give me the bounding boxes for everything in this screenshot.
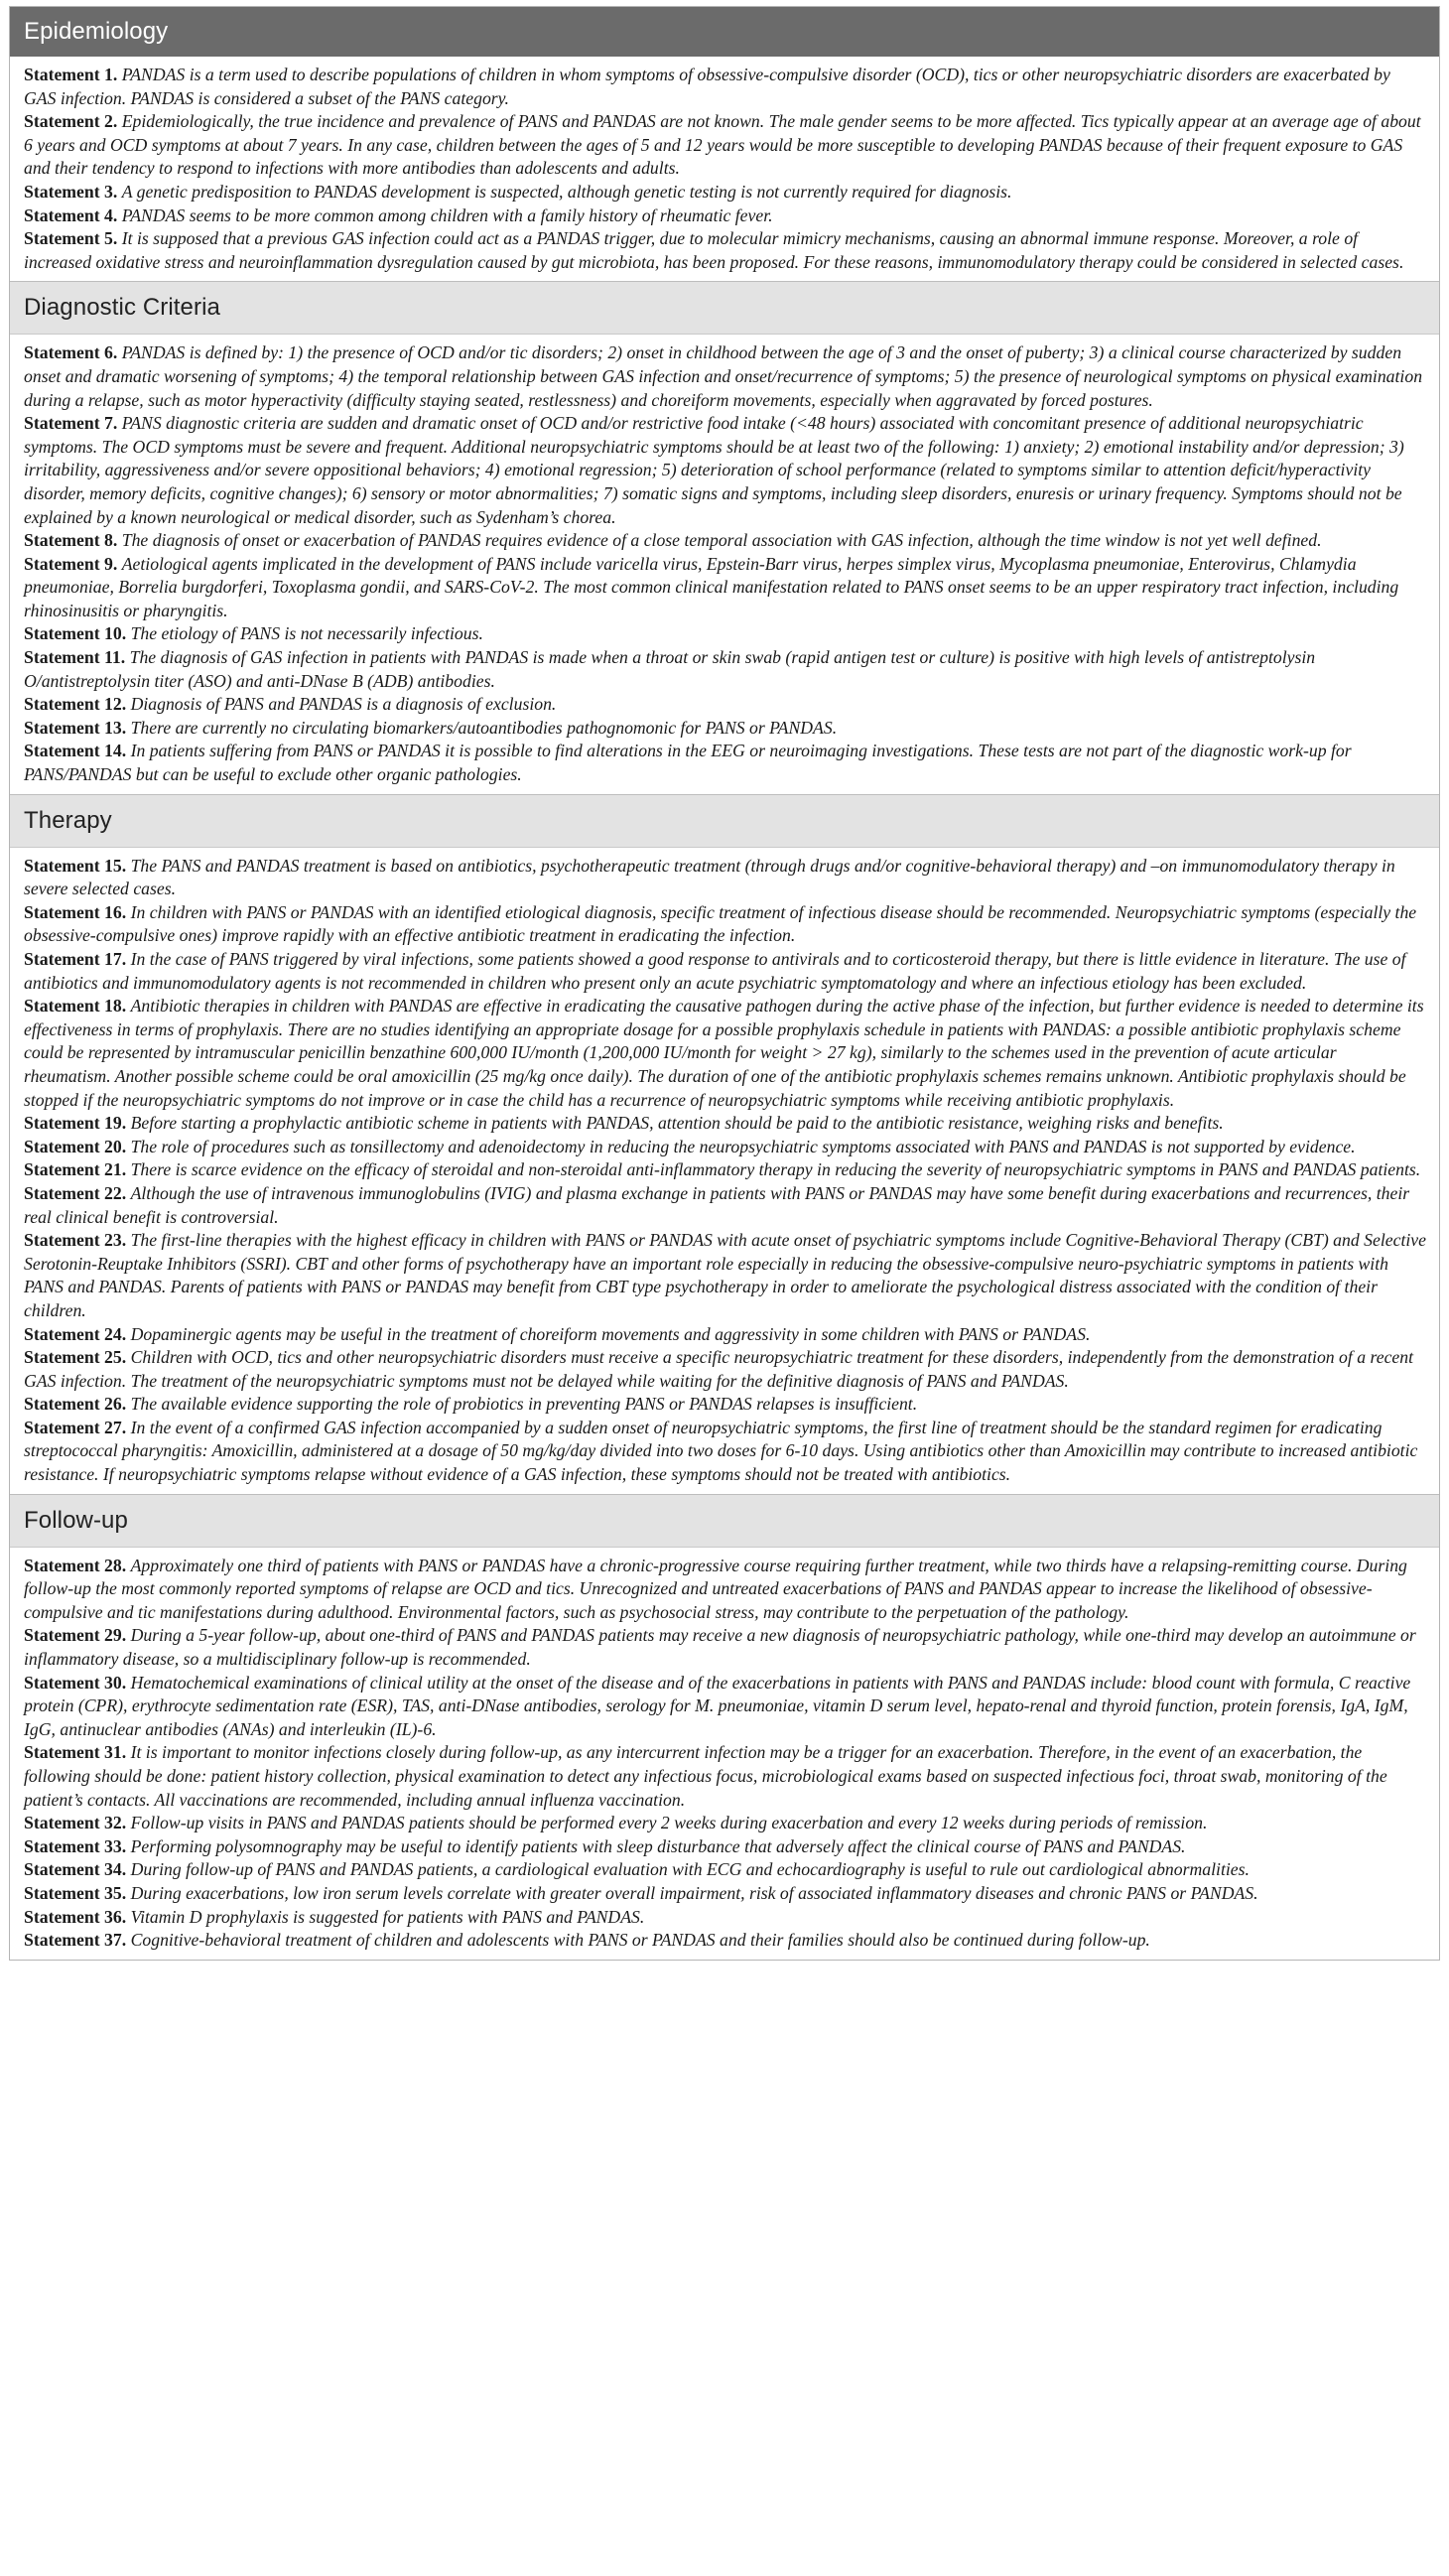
section-body bbox=[10, 57, 1439, 281]
statement-label: Statement 27. bbox=[24, 1417, 127, 1437]
statement bbox=[24, 1835, 1426, 1859]
statement-text: Hematochemical examinations of clinical utility at the onset of the disease and of the exacerbations in patients with PANS and PANDAS include: blood count with formula, C reactive protein (CPR), erythrocyte sedimentation rate (ESR), TAS, anti-DNase antibodies, serology for M. pneumoniae, vitamin D serum level, hepato-renal and thyroid function, protein forensis, IgA, IgM, IgG, antinuclear antibodies (ANAs) and interleukin (IL)-6. bbox=[24, 1672, 1411, 1739]
statement bbox=[24, 1346, 1426, 1393]
statement-text: In the case of PANS triggered by viral infections, some patients showed a good response to antivirals and to corticosteroid therapy, but there is little evidence in literature. The use of antibiotics and immunomodulatory agents is not recommended in children who present only an acute psychiatric symptomatology and where an infectious etiology has been excluded. bbox=[24, 949, 1406, 993]
statement bbox=[24, 1158, 1426, 1182]
statement-text: Vitamin D prophylaxis is suggested for patients with PANS and PANDAS. bbox=[130, 1906, 645, 1927]
statement bbox=[24, 1906, 1426, 1930]
statement bbox=[24, 1229, 1426, 1322]
statement-text: In children with PANS or PANDAS with an identified etiological diagnosis, specific treatment of infectious disease should be recommended. Neuropsychiatric symptoms (especially the obsessive-compulsive ones) improve rapidly with an effective antibiotic treatment in eradicating the infection. bbox=[24, 901, 1417, 946]
statement bbox=[24, 181, 1426, 204]
statement-label: Statement 22. bbox=[24, 1182, 127, 1203]
statement bbox=[24, 412, 1426, 529]
section-body bbox=[10, 848, 1439, 1494]
statement-label: Statement 8. bbox=[24, 530, 118, 551]
statement bbox=[24, 1624, 1426, 1671]
statement-text: Follow-up visits in PANS and PANDAS patients should be performed every 2 weeks during exacerbation and every 12 weeks during periods of remission. bbox=[130, 1813, 1208, 1833]
statement bbox=[24, 901, 1426, 948]
statement-text: It is supposed that a previous GAS infection could act as a PANDAS trigger, due to molecular mimicry mechanisms, causing an abnormal immune response. Moreover, a role of increased oxidative stress and neuroinflammation dysregulation caused by gut microbiota, has been proposed. For these reasons, immunomodulatory therapy could be considered in selected cases. bbox=[24, 228, 1404, 272]
statement bbox=[24, 1555, 1426, 1625]
statement-label: Statement 11. bbox=[24, 647, 126, 668]
statement-label: Statement 36. bbox=[24, 1906, 127, 1927]
statement-text: It is important to monitor infections closely during follow-up, as any intercurrent infection may be a trigger for an exacerbation. Therefore, in the event of an exacerbation, the following should be done: patient history collection, physical examination to detect any infectious focus, microbiological exams based on suspected infectious foci, throat swab, monitoring of the patient’s contacts. All vaccinations are recommended, including annual influenza vaccination. bbox=[24, 1742, 1387, 1810]
statement-text: There are currently no circulating biomarkers/autoantibodies pathognomonic for PANS or PANDAS. bbox=[130, 717, 838, 738]
statement-label: Statement 20. bbox=[24, 1136, 127, 1156]
statement-text: During follow-up of PANS and PANDAS patients, a cardiological evaluation with ECG and echocardiography is useful to rule out cardiological abnormalities. bbox=[130, 1859, 1250, 1880]
statement bbox=[24, 227, 1426, 274]
statement-label: Statement 13. bbox=[24, 717, 127, 738]
statement-label: Statement 35. bbox=[24, 1882, 127, 1903]
statement-label: Statement 23. bbox=[24, 1230, 127, 1251]
statement-text: The diagnosis of GAS infection in patients with PANDAS is made when a throat or skin swab (rapid antigen test or culture) is positive with high levels of antistreptolysin O/antistreptolysin titer (ASO) and anti-DNase B (ADB) antibodies. bbox=[24, 647, 1316, 691]
statement-text: Children with OCD, tics and other neuropsychiatric disorders must receive a specific neuropsychiatric treatment for these disorders, independently from the demonstration of a recent GAS infection. The treatment of the neuropsychiatric symptoms must not be delayed while waiting for the definitive diagnosis of PANS and PANDAS. bbox=[24, 1347, 1414, 1391]
statement-text: The diagnosis of onset or exacerbation of PANDAS requires evidence of a close temporal association with GAS infection, although the time window is not yet well defined. bbox=[121, 530, 1322, 551]
statement-label: Statement 34. bbox=[24, 1859, 127, 1880]
section-body bbox=[10, 335, 1439, 793]
statement-label: Statement 2. bbox=[24, 111, 118, 132]
statement-label: Statement 3. bbox=[24, 181, 118, 202]
statement-text: A genetic predisposition to PANDAS development is suspected, although genetic testing is not currently required for diagnosis. bbox=[121, 181, 1012, 202]
statement-text: Dopaminergic agents may be useful in the treatment of choreiform movements and aggressivity in some children with PANS or PANDAS. bbox=[130, 1323, 1091, 1344]
statement-text: In patients suffering from PANS or PANDAS it is possible to find alterations in the EEG or neuroimaging investigations. These tests are not part of the diagnostic work-up for PANS/PANDAS but can be useful to exclude other organic pathologies. bbox=[24, 741, 1352, 785]
statement bbox=[24, 64, 1426, 110]
statement-label: Statement 15. bbox=[24, 855, 127, 876]
statement bbox=[24, 693, 1426, 717]
statement-label: Statement 24. bbox=[24, 1323, 127, 1344]
statement-text: The etiology of PANS is not necessarily infectious. bbox=[130, 623, 483, 644]
statement-label: Statement 7. bbox=[24, 413, 118, 434]
statement-label: Statement 33. bbox=[24, 1835, 127, 1856]
statements-table bbox=[9, 6, 1440, 1961]
statement-label: Statement 29. bbox=[24, 1625, 127, 1646]
statement-text: Epidemiologically, the true incidence and prevalence of PANS and PANDAS are not known. The male gender seems to be more affected. Tics typically appear at an average age of about 6 years and OCD symptoms at about 7 years. In any case, children between the ages of 5 and 12 years would be more susceptible to developing PANDAS because of their frequent exposure to GAS and their tendency to respond to infections with more antibodies than adolescents and adults. bbox=[24, 111, 1421, 179]
statement bbox=[24, 948, 1426, 995]
statement-label: Statement 26. bbox=[24, 1394, 127, 1415]
statement-text: Antibiotic therapies in children with PANDAS are effective in eradicating the causative pathogen during the active phase of the infection, but further evidence is needed to determine its effectiveness in terms of prophylaxis. There are no studies identifying an appropriate dosage for a possible prophylaxis schedule in patients with PANDAS: a possible antibiotic prophylaxis scheme could be represented by intramuscular penicillin benzathine 600,000 IU/month (1,200,000 IU/month for weight > 27 kg), similarly to the schemes used in the prevention of acute articular rheumatism. Another possible scheme could be oral amoxicillin (25 mg/kg once daily). The duration of one of the antibiotic prophylaxis schemes remains unknown. Antibiotic prophylaxis should be stopped if the neuropsychiatric symptoms do not improve or in case the child has a recurrence of neuropsychiatric symptoms while receiving antibiotic prophylaxis. bbox=[24, 996, 1424, 1110]
section-heading: Follow-up bbox=[10, 1494, 1439, 1548]
statement-text: In the event of a confirmed GAS infection accompanied by a sudden onset of neuropsychiatric symptoms, the first line of treatment should be the standard regimen for eradicating streptococcal pharyngitis: Amoxicillin, administered at a dosage of 50 mg/kg/day divided into two doses for 6-10 days. Using antibiotics other than Amoxicillin may contribute to increased antibiotic resistance. If neuropsychiatric symptoms relapse without evidence of a GAS infection, these symptoms should not be treated with antibiotics. bbox=[24, 1417, 1418, 1485]
statement-label: Statement 16. bbox=[24, 901, 127, 922]
statement-text: The first-line therapies with the highest efficacy in children with PANS or PANDAS with acute onset of psychiatric symptoms include Cognitive-Behavioral Therapy (CBT) and Selective Serotonin-Reuptake Inhibitors (SSRI). CBT and other forms of psychotherapy have an important role especially in reducing the obsessive-compulsive neuro-psychiatric symptoms in patients with PANS and PANDAS. Parents of patients with PANS or PANDAS may benefit from CBT type psychotherapy in order to ameliorate the psychological distress associated with the condition of their children. bbox=[24, 1230, 1426, 1320]
statement-label: Statement 14. bbox=[24, 741, 127, 761]
statement-text: PANDAS is defined by: 1) the presence of OCD and/or tic disorders; 2) onset in childhood between the age of 3 and the onset of puberty; 3) a clinical course characterized by sudden onset and dramatic worsening of symptoms; 4) the temporal relationship between GAS infection and onset/recurrence of symptoms; 5) the presence of neurological symptoms on physical examination during a relapse, such as motor hyperactivity (difficulty staying seated, restlessness) and choreiform movements, especially when aggravated by forced postures. bbox=[24, 342, 1423, 410]
statement bbox=[24, 110, 1426, 181]
statement-label: Statement 4. bbox=[24, 204, 118, 225]
statement-label: Statement 1. bbox=[24, 65, 118, 84]
statement-text: Before starting a prophylactic antibiotic scheme in patients with PANDAS, attention should be paid to the antibiotic resistance, weighing risks and benefits. bbox=[130, 1113, 1224, 1134]
statement-label: Statement 37. bbox=[24, 1930, 127, 1951]
statement bbox=[24, 1882, 1426, 1906]
statement-label: Statement 32. bbox=[24, 1813, 127, 1833]
statement bbox=[24, 1929, 1426, 1953]
statement-text: The PANS and PANDAS treatment is based on antibiotics, psychotherapeutic treatment (through drugs and/or cognitive-behavioral therapy) and –on immunomodulatory therapy in severe selected cases. bbox=[24, 855, 1395, 899]
statement bbox=[24, 1672, 1426, 1742]
statement bbox=[24, 995, 1426, 1112]
statement bbox=[24, 1323, 1426, 1347]
statement-label: Statement 6. bbox=[24, 342, 118, 363]
statement-label: Statement 9. bbox=[24, 553, 118, 574]
statement bbox=[24, 622, 1426, 646]
statement-text: There is scarce evidence on the efficacy of steroidal and non-steroidal anti-inflammatory therapy in reducing the severity of neuropsychiatric symptoms in PANS and PANDAS patients. bbox=[130, 1159, 1421, 1180]
statement-label: Statement 21. bbox=[24, 1159, 127, 1180]
statement bbox=[24, 553, 1426, 623]
statement bbox=[24, 1182, 1426, 1229]
section-heading: Therapy bbox=[10, 794, 1439, 848]
statement-label: Statement 18. bbox=[24, 996, 127, 1017]
statement bbox=[24, 646, 1426, 693]
statement-text: During a 5-year follow-up, about one-third of PANS and PANDAS patients may receive a new diagnosis of neuropsychiatric pathology, while one-third may develop an autoimmune or inflammatory disease, so a multidisciplinary follow-up is recommended. bbox=[24, 1625, 1416, 1670]
statement-text: Approximately one third of patients with PANS or PANDAS have a chronic-progressive course requiring further treatment, while two thirds have a relapsing-remitting course. During follow-up the most commonly reported symptoms of relapse are OCD and tics. Unrecognized and untreated exacerbations of PANS and PANDAS appear to increase the likelihood of obsessive-compulsive and tic manifestations during adulthood. Environmental factors, such as psychosocial stress, may contribute to the perpetuation of the pathology. bbox=[24, 1555, 1407, 1622]
statement-label: Statement 30. bbox=[24, 1672, 127, 1693]
statement-label: Statement 28. bbox=[24, 1555, 127, 1575]
statement bbox=[24, 740, 1426, 786]
statement bbox=[24, 1741, 1426, 1812]
statement bbox=[24, 1136, 1426, 1159]
statement-text: Although the use of intravenous immunoglobulins (IVIG) and plasma exchange in patients with PANS or PANDAS may have some benefit during exacerbations and recurrences, their real clinical benefit is controversial. bbox=[24, 1182, 1410, 1227]
statement-text: Diagnosis of PANS and PANDAS is a diagnosis of exclusion. bbox=[130, 694, 557, 715]
statement-text: PANDAS is a term used to describe populations of children in whom symptoms of obsessive-compulsive disorder (OCD), tics or other neuropsychiatric disorders are exacerbated by GAS infection. PANDAS is considered a subset of the PANS category. bbox=[24, 65, 1390, 108]
statement-text: The role of procedures such as tonsillectomy and adenoidectomy in reducing the neuropsychiatric symptoms associated with PANS and PANDAS is not supported by evidence. bbox=[130, 1136, 1356, 1156]
statement-label: Statement 17. bbox=[24, 949, 127, 969]
statement-label: Statement 31. bbox=[24, 1742, 127, 1763]
statement-text: Aetiological agents implicated in the development of PANS include varicella virus, Epstein-Barr virus, herpes simplex virus, Mycoplasma pneumoniae, Enterovirus, Chlamydia pneumoniae, Borrelia burgdorferi, Toxoplasma gondii, and SARS-CoV-2. The most common clinical manifestation related to PANS onset seems to be an upper respiratory tract infection, including rhinosinusitis or pharyngitis. bbox=[24, 553, 1399, 620]
statement-label: Statement 25. bbox=[24, 1347, 127, 1368]
statement bbox=[24, 529, 1426, 553]
statement-label: Statement 12. bbox=[24, 694, 127, 715]
statement bbox=[24, 717, 1426, 741]
statement-text: During exacerbations, low iron serum levels correlate with greater overall impairment, risk of associated inflammatory diseases and chronic PANS or PANDAS. bbox=[130, 1882, 1258, 1903]
statement-label: Statement 10. bbox=[24, 623, 127, 644]
section-body bbox=[10, 1548, 1439, 1960]
statement-text: Performing polysomnography may be useful to identify patients with sleep disturbance that adversely affect the clinical course of PANS and PANDAS. bbox=[130, 1835, 1186, 1856]
statement bbox=[24, 1812, 1426, 1835]
statement bbox=[24, 1393, 1426, 1417]
statement-text: The available evidence supporting the role of probiotics in preventing PANS or PANDAS relapses is insufficient. bbox=[130, 1394, 918, 1415]
statement bbox=[24, 341, 1426, 412]
statement-text: PANDAS seems to be more common among children with a family history of rheumatic fever. bbox=[121, 204, 773, 225]
statement-text: Cognitive-behavioral treatment of children and adolescents with PANS or PANDAS and their families should also be continued during follow-up. bbox=[130, 1930, 1150, 1951]
section-heading: Diagnostic Criteria bbox=[10, 281, 1439, 335]
statement-label: Statement 19. bbox=[24, 1113, 127, 1134]
statement bbox=[24, 855, 1426, 901]
statement bbox=[24, 1858, 1426, 1882]
statement-text: PANS diagnostic criteria are sudden and dramatic onset of OCD and/or restrictive food intake (<48 hours) associated with concomitant presence of additional neuropsychiatric symptoms. The OCD symptoms must be severe and frequent. Additional neuropsychiatric symptoms should be at least two of the following: 1) anxiety; 2) emotional instability and/or depression; 3) irritability, aggressiveness and/or severe oppositional behaviors; 4) emotional regression; 5) deterioration of school performance (related to symptoms similar to attention deficit/hyperactivity disorder, memory deficits, cognitive changes); 6) sensory or motor abnormalities; 7) somatic signs and symptoms, including sleep disorders, enuresis or urinary frequency. Symptoms should not be explained by a known neurological or medical disorder, such as Sydenham’s chorea. bbox=[24, 413, 1404, 527]
statement bbox=[24, 1112, 1426, 1136]
section-heading: Epidemiology bbox=[10, 7, 1439, 57]
statement bbox=[24, 1417, 1426, 1487]
statement bbox=[24, 204, 1426, 228]
statement-label: Statement 5. bbox=[24, 228, 118, 249]
